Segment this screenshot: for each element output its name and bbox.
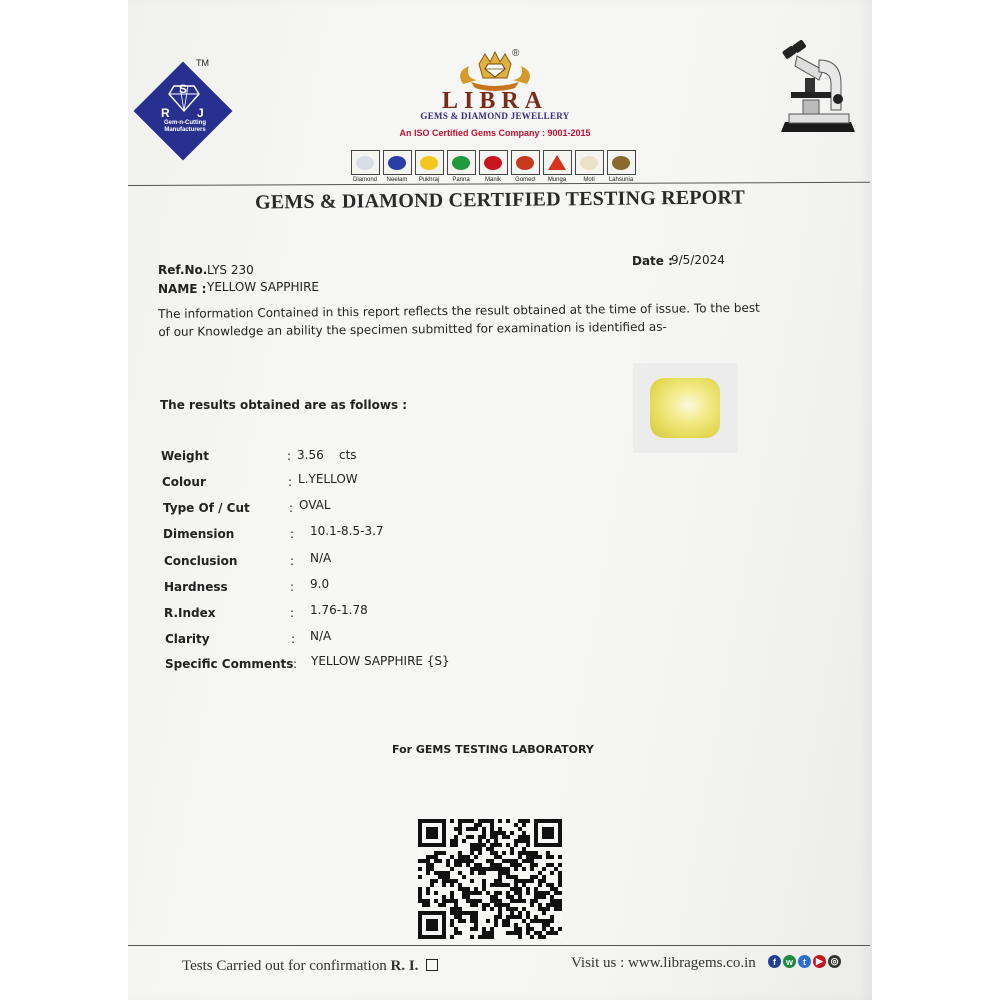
srj-letter-j: J: [197, 106, 204, 120]
spec-value: OVAL: [299, 498, 331, 512]
gem-munga-icon: [543, 150, 572, 175]
gem-label: Gomed: [515, 177, 535, 183]
gem-munga: [542, 150, 572, 183]
gem-pukhraj: [414, 150, 444, 183]
footer-ri-text: R. I.: [390, 958, 419, 974]
name-value: YELLOW SAPPHIRE: [207, 280, 319, 294]
registered-mark: ®: [512, 48, 520, 59]
spec-key: Colour: [162, 475, 206, 489]
microscope-icon: [775, 40, 860, 145]
spec-value: 3.56 cts: [297, 448, 357, 462]
gem-label: Diamond: [352, 177, 377, 183]
footer-confirmation: [182, 958, 438, 975]
ri-checkbox[interactable]: [426, 959, 438, 971]
spec-colon: :: [290, 554, 295, 568]
gemstone-icon-row: [350, 150, 636, 183]
gem-label: Manik: [484, 177, 501, 183]
spec-colon: :: [290, 606, 295, 620]
gem-lahsunia: [606, 150, 636, 183]
brand-name: LIBRA: [441, 88, 549, 114]
gem-label: Moti: [583, 177, 595, 183]
youtube-icon[interactable]: ▶: [813, 955, 826, 968]
gem-lahsunia-icon: [607, 150, 636, 175]
srj-logo-subtext: Gem-n-Cutting Manufacturers: [164, 120, 206, 133]
gem-pukhraj-icon: [415, 150, 444, 175]
spec-key: R.Index: [164, 606, 216, 620]
srj-logo: [133, 62, 233, 162]
srj-letter-s: S: [179, 82, 188, 96]
ref-no-value: LYS 230: [207, 263, 254, 277]
social-icons: [768, 955, 841, 968]
gem-label: Panna: [452, 177, 470, 183]
spec-key: Specific Comments: [165, 657, 294, 671]
spec-value: 9.0: [310, 577, 330, 591]
spec-key: Clarity: [165, 632, 210, 646]
spec-key: Weight: [161, 449, 209, 463]
gem-panna: [446, 150, 476, 183]
spec-colon: :: [287, 449, 292, 463]
footer-divider: [128, 945, 870, 946]
spec-colon: :: [290, 580, 295, 594]
gem-gomed-icon: [511, 150, 540, 175]
gemstone-photo: [633, 363, 738, 453]
report-title: GEMS & DIAMOND CERTIFIED TESTING REPORT: [254, 186, 746, 214]
spec-key: Type Of / Cut: [163, 501, 250, 515]
gem-manik: [478, 150, 508, 183]
spec-colon: :: [288, 475, 293, 489]
lab-signature-line: For GEMS TESTING LABORATORY: [392, 743, 594, 756]
spec-key: Conclusion: [164, 554, 238, 568]
iso-certification: An ISO Certified Gems Company : 9001-2015: [399, 128, 591, 138]
gem-label: Pukhraj: [418, 177, 440, 183]
date-label: Date :: [632, 254, 673, 268]
facebook-icon[interactable]: f: [768, 955, 781, 968]
results-heading: The results obtained are as follows :: [160, 398, 408, 412]
gem-diamond-icon: [351, 150, 380, 175]
twitter-icon[interactable]: t: [798, 955, 811, 968]
gem-label: Munga: [547, 177, 567, 183]
spec-value: L.YELLOW: [298, 472, 358, 486]
instagram-icon[interactable]: ◎: [828, 955, 841, 968]
spec-colon: :: [289, 501, 294, 515]
spec-key: Dimension: [163, 527, 235, 541]
gem-manik-icon: [479, 150, 508, 175]
spec-value: N/A: [310, 629, 332, 643]
spec-value: N/A: [310, 551, 332, 565]
date-value: 9/5/2024: [671, 253, 725, 267]
spec-colon: :: [293, 657, 298, 671]
brand-tagline: GEMS & DIAMOND JEWELLERY: [420, 111, 570, 121]
gem-moti-icon: [575, 150, 604, 175]
footer-confirmation-text: Tests Carried out for confirmation: [182, 958, 387, 974]
spec-value: YELLOW SAPPHIRE {S}: [311, 654, 450, 668]
whatsapp-icon[interactable]: w: [783, 955, 796, 968]
name-label: NAME :: [158, 282, 207, 296]
gem-moti: [574, 150, 604, 183]
gem-neelam: [382, 150, 412, 183]
ref-no-label: Ref.No.: [158, 263, 208, 277]
footer-website[interactable]: Visit us : www.libragems.co.in: [571, 955, 756, 971]
gem-neelam-icon: [383, 150, 412, 175]
spec-key: Hardness: [164, 580, 228, 594]
trademark-mark: TM: [196, 58, 209, 68]
spec-colon: :: [290, 527, 295, 541]
gem-label: Lahsunia: [608, 177, 634, 183]
spec-value: 1.76-1.78: [310, 603, 368, 617]
yellow-sapphire-stone: [650, 378, 720, 438]
spec-colon: :: [291, 632, 296, 646]
qr-code[interactable]: [417, 819, 562, 939]
intro-paragraph: The information Contained in this report reflects the result obtained at the time of issue. To the best of our Knowledge an ability the specimen submitted for examination is identified as-: [158, 300, 760, 339]
gem-gomed: [510, 150, 540, 183]
srj-letter-r: R: [161, 106, 170, 120]
gem-diamond: [350, 150, 380, 183]
spec-value: 10.1-8.5-3.7: [310, 524, 384, 538]
gem-label: Neelam: [386, 177, 408, 183]
gem-panna-icon: [447, 150, 476, 175]
